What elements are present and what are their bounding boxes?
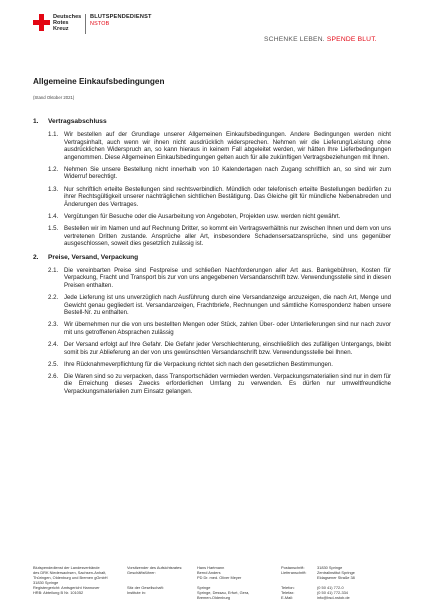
logo-divider (85, 14, 86, 34)
clause-1-3: 1.3. Nur schriftlich erteilte Bestellungen sind rechtsverbindlich. Mündlich oder telefonisch erteilte Bestellungen bedürfen zu ihrer Rechtsgültigkeit unserer nachträglichen sichtlichen Bestätigung. Das Gleiche gilt für mündliche Nebenabreden und Änderungen des Vertrages. (48, 185, 391, 208)
letterhead (0, 0, 424, 60)
clause-1-2: 1.2. Nehmen Sie unsere Bestellung nicht innerhalb von 10 Kalendertagen nach Zugang schriftlich an, so sind wir zum Widerruf berechtigt. (48, 165, 391, 181)
section-heading: 2. Preise, Versand, Verpackung (33, 253, 139, 261)
section-1 (33, 118, 391, 248)
footer-people: Hans Hartmann Bernd Anders PD Dr. med. Oliver Meyer Springe Springe, Dessau, Erfurt, Gera, Bremen-Oldenburg (197, 565, 250, 600)
clause-1-1: 1.1. Wir bestellen auf der Grundlage unserer Allgemeinen Einkaufsbedingungen. Andere Bedingungen werden nicht Vertragsinhalt, auch wenn wir ihnen nicht ausdrücklich widersprechen. Nehmen wir die Lieferung/Leistung ohne ausdrücklichen Widerspruch an, so kann hieraus in keinem Fall abgeleitet werden, wir hätten Ihre Lieferbedingungen angenommen. Diese Allgemeinen Einkaufsbedingungen gelten auch für alle zukünftigen Vertragsbeziehungen mit Ihnen. (48, 131, 391, 161)
clause-2-5: 2.5. Ihre Rücknahmeverpflichtung für die Verpackung richtet sich nach den gesetzlichen Bestimmungen. (48, 360, 333, 368)
footer-contact: Postanschrift: 31830 Springe Lieferanschrift: Zentralinstitut Springe Eldagsener Straße 38 Telefon: (0 50 41) 772-0 Telefax: (0 50 41) 772-334 E-Mail: info@bsd-nstob.de (281, 565, 355, 600)
email-link[interactable]: info@bsd-nstob.de (317, 595, 350, 600)
slogan: SCHENKE LEBEN. SPENDE BLUT. (264, 36, 377, 43)
clause-2-3: 2.3. Wir übernehmen nur die von uns bestellten Mengen oder Stück, zahlen Über- oder Unterlieferungen sind nur nach zuvor mit uns getroffenen Absprachen zulässig (48, 321, 391, 336)
section-heading: 1. Vertragsabschluss (33, 118, 107, 125)
red-cross-icon (33, 14, 50, 31)
document-date: (Stand Oktober 2021) (33, 95, 75, 100)
drk-logo (33, 14, 152, 34)
clause-1-4: 1.4. Vergütungen für Besuche oder die Ausarbeitung von Angeboten, Projekten usw. werden nicht gewährt. (48, 212, 341, 220)
clause-2-4: 2.4. Der Versand erfolgt auf Ihre Gefahr. Die Gefahr jeder Verschlechterung, einschließlich des zufälligen Untergangs, bleibt somit bis zur Ablieferung an der von uns gewünschten Versandanschrift bzw. Verwendungsstelle bei Ihnen. (48, 340, 391, 356)
document-body (33, 118, 391, 402)
footer-labels: Vorsitzender des Aufsichtsrates: Geschäftsführer: Sitz der Gesellschaft: Institute in: (127, 565, 183, 595)
section-2 (33, 254, 391, 396)
clause-2-6: 2.6. Die Waren sind so zu verpacken, dass Transportschäden vermieden werden. Verpackungsmaterialien sind nur in dem für die Erreichung dieses Zwecks erforderlichen Umfang zu verwenden. Es dürfen nur umweltfreundliche Verpackungsmaterialien zum Einsatz gelangen. (48, 372, 391, 395)
service-name: BLUTSPENDEDIENST NSTOB (89, 14, 152, 27)
clause-2-2: 2.2. Jede Lieferung ist uns unverzüglich nach Ausführung durch eine Versandanzeige anzuzeigen, die nach Art, Menge und Gewicht genau gegliedert ist. Versandanzeigen, Frachtbriefe, Rechnungen und sämtliche Korrespondenz haben unsere Bestell-Nr. zu enthalten. (48, 294, 391, 317)
document-title: Allgemeine Einkaufsbedingungen (33, 77, 165, 86)
clause-1-5: 1.5. Bestellen wir im Namen und auf Rechnung Dritter, so kommt ein Vertragsverhältnis nur zwischen Ihnen und dem von uns vertretenen Dritten zustande. Ansprüche aller Art, insbesondere Schadensersatzansprüche, sind uns gegenüber ausgeschlossen, soweit dies gesetzlich zulässig ist. (48, 224, 391, 248)
footer-company: Blutspendedienst der Landesverbände des DRK Niedersachsen, Sachsen-Anhalt, Thüringen, Oldenburg und Bremen gGmbH 31830 Springe Registergericht: Amtsgericht Hannover HRB: Abteilung B Nr. 101052 (33, 565, 108, 595)
org-name: Deutsches Rotes Kreuz (53, 14, 82, 32)
clause-2-1: 2.1. Die vereinbarten Preise sind Festpreise und schließen Nachforderungen aller Art aus. Bankgebühren, Kosten für Verpackung, Fracht und Transport bis zur von uns angegebenen Versandanschrift bzw. Verwendungsstelle sind in diesen Preisen enthalten. (48, 266, 391, 289)
